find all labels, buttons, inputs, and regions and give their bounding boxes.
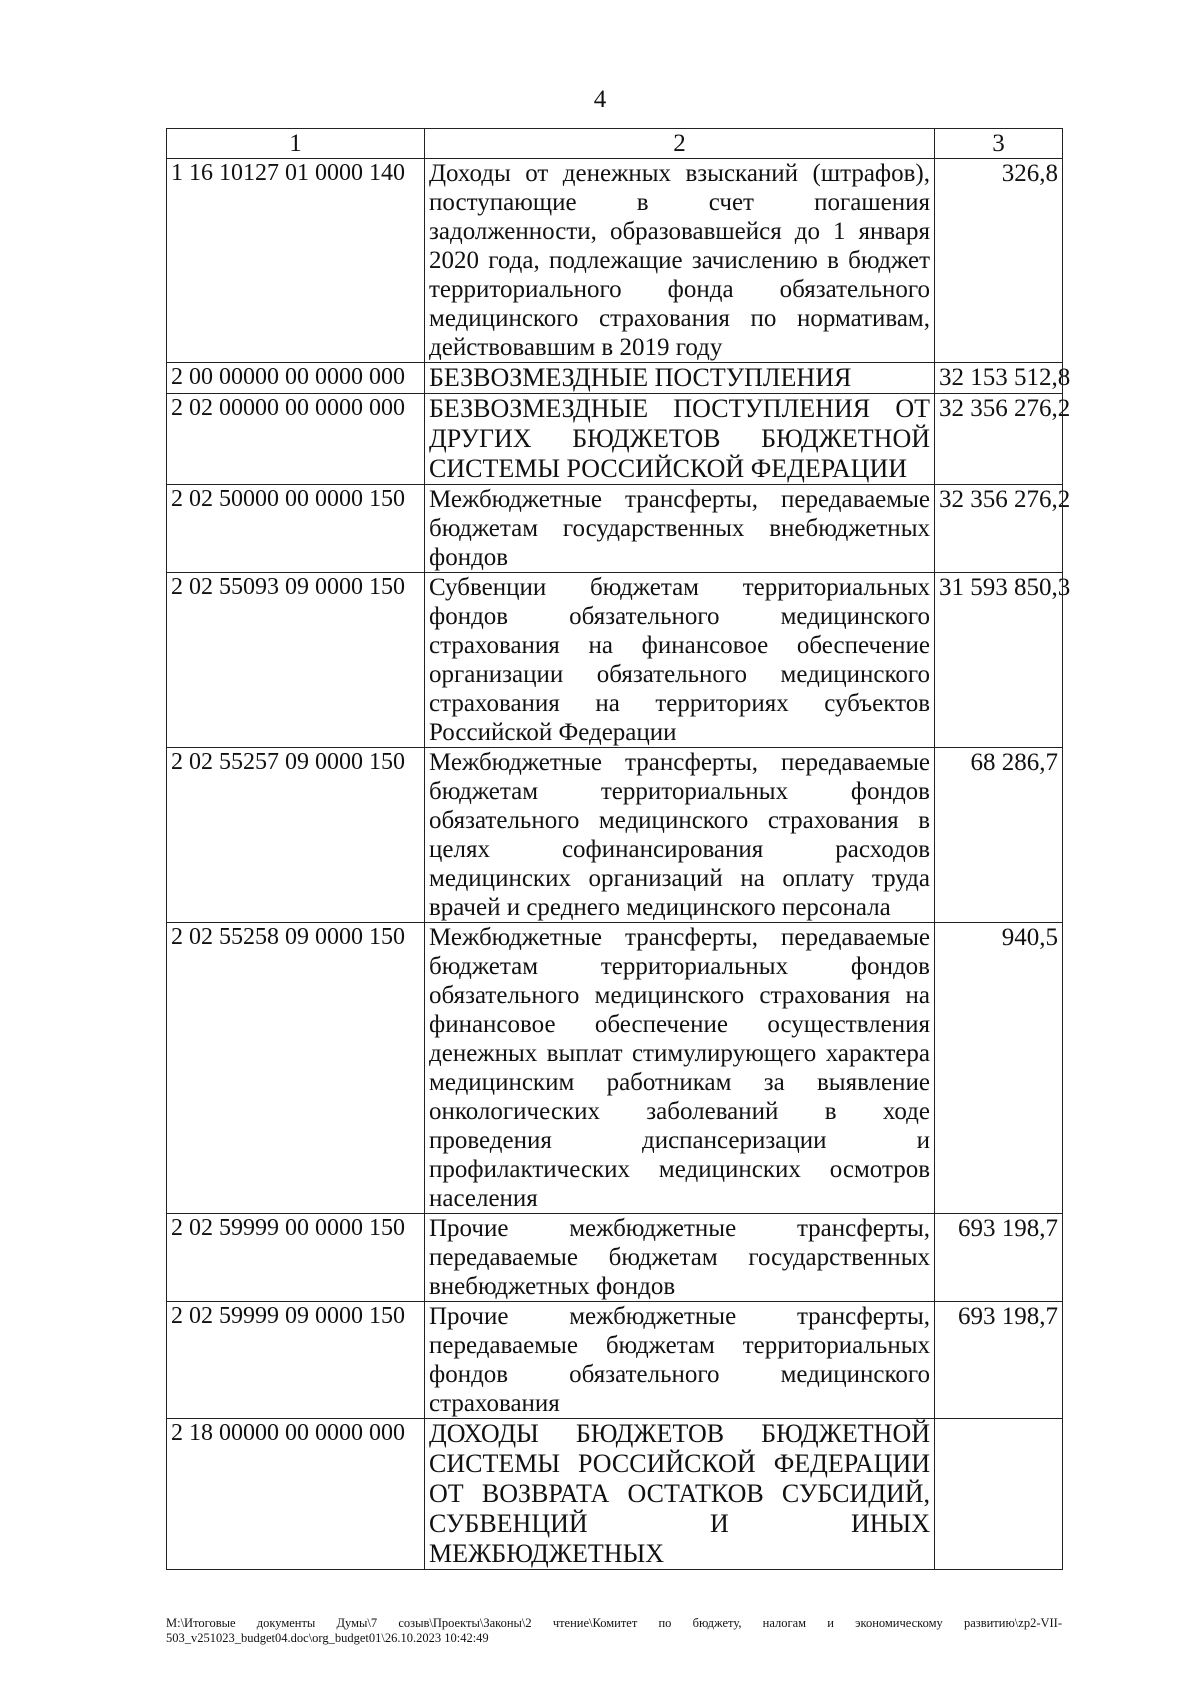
table-row	[167, 923, 1063, 1214]
revenue-item-name: ДОХОДЫ БЮДЖЕТОВ БЮДЖЕТНОЙ СИСТЕМЫ РОССИЙСКОЙ ФЕДЕРАЦИИ ОТ ВОЗВРАТА ОСТАТКОВ СУБСИДИЙ, СУБВЕНЦИЙ И ИНЫХ МЕЖБЮДЖЕТНЫХ	[425, 1419, 935, 1570]
amount-value: 68 286,7	[935, 748, 1063, 923]
budget-classification-code: 2 02 55093 09 0000 150	[167, 573, 425, 748]
revenue-item-name: БЕЗВОЗМЕЗДНЫЕ ПОСТУПЛЕНИЯ ОТ ДРУГИХ БЮДЖЕТОВ БЮДЖЕТНОЙ СИСТЕМЫ РОССИЙСКОЙ ФЕДЕРАЦИИ	[425, 394, 935, 485]
table-row	[167, 748, 1063, 923]
table-row	[167, 363, 1063, 394]
revenue-item-name: Субвенции бюджетам территориальных фондов обязательного медицинского страхования на финансовое обеспечение организации обязательного медицинского страхования на территориях субъектов Российской Федерации	[425, 573, 935, 748]
budget-classification-code: 1 16 10127 01 0000 140	[167, 159, 425, 363]
column-header-amount: 3	[935, 129, 1063, 159]
amount-value: 32 356 276,2	[935, 394, 1063, 485]
amount-value: 693 198,7	[935, 1214, 1063, 1302]
budget-classification-code: 2 00 00000 00 0000 000	[167, 363, 425, 394]
revenue-item-name: Прочие межбюджетные трансферты, передаваемые бюджетам государственных внебюджетных фондов	[425, 1214, 935, 1302]
table-row	[167, 159, 1063, 363]
budget-classification-code: 2 02 00000 00 0000 000	[167, 394, 425, 485]
revenue-item-name: Прочие межбюджетные трансферты, передаваемые бюджетам территориальных фондов обязательного медицинского страхования	[425, 1302, 935, 1419]
column-header-name: 2	[425, 129, 935, 159]
table-row	[167, 394, 1063, 485]
budget-classification-code: 2 02 50000 00 0000 150	[167, 485, 425, 573]
table-row	[167, 1419, 1063, 1570]
page-number: 4	[593, 86, 607, 113]
document-file-path-footer: M:\Итоговые документы Думы\7 созыв\Проекты\Законы\2 чтение\Комитет по бюджету, налогам и экономическому развитию\zp2-VII-503_v251023_budget04.doc\org_budget01\26.10.2023 10:42:49	[166, 1616, 1062, 1645]
budget-classification-code: 2 02 59999 00 0000 150	[167, 1214, 425, 1302]
budget-classification-code: 2 02 59999 09 0000 150	[167, 1302, 425, 1419]
amount-value: 940,5	[935, 923, 1063, 1214]
amount-value: 32 153 512,8	[935, 363, 1063, 394]
budget-classification-code: 2 02 55257 09 0000 150	[167, 748, 425, 923]
revenue-item-name: БЕЗВОЗМЕЗДНЫЕ ПОСТУПЛЕНИЯ	[425, 363, 935, 394]
budget-table	[166, 128, 1071, 1570]
amount-value: 31 593 850,3	[935, 573, 1063, 748]
budget-classification-code: 2 18 00000 00 0000 000	[167, 1419, 425, 1570]
amount-value: 693 198,7	[935, 1302, 1063, 1419]
amount-value: 326,8	[935, 159, 1063, 363]
table-row	[167, 485, 1063, 573]
revenue-item-name: Межбюджетные трансферты, передаваемые бюджетам территориальных фондов обязательного медицинского страхования в целях софинансирования расходов медицинских организаций на оплату труда врачей и среднего медицинского персонала	[425, 748, 935, 923]
column-header-code: 1	[167, 129, 425, 159]
revenue-item-name: Межбюджетные трансферты, передаваемые бюджетам государственных внебюджетных фондов	[425, 485, 935, 573]
amount-value: 32 356 276,2	[935, 485, 1063, 573]
budget-classification-code: 2 02 55258 09 0000 150	[167, 923, 425, 1214]
revenue-item-name: Межбюджетные трансферты, передаваемые бюджетам территориальных фондов обязательного медицинского страхования на финансовое обеспечение осуществления денежных выплат стимулирующего характера медицинским работникам за выявление онкологических заболеваний в ходе проведения диспансеризации и профилактических медицинских осмотров населения	[425, 923, 935, 1214]
table-row	[167, 573, 1063, 748]
table-row	[167, 1214, 1063, 1302]
amount-value	[935, 1419, 1063, 1570]
revenue-item-name: Доходы от денежных взысканий (штрафов), поступающие в счет погашения задолженности, образовавшейся до 1 января 2020 года, подлежащие зачислению в бюджет территориального фонда обязательного медицинского страхования по нормативам, действовавшим в 2019 году	[425, 159, 935, 363]
table-header-row	[167, 129, 1063, 159]
table-row	[167, 1302, 1063, 1419]
